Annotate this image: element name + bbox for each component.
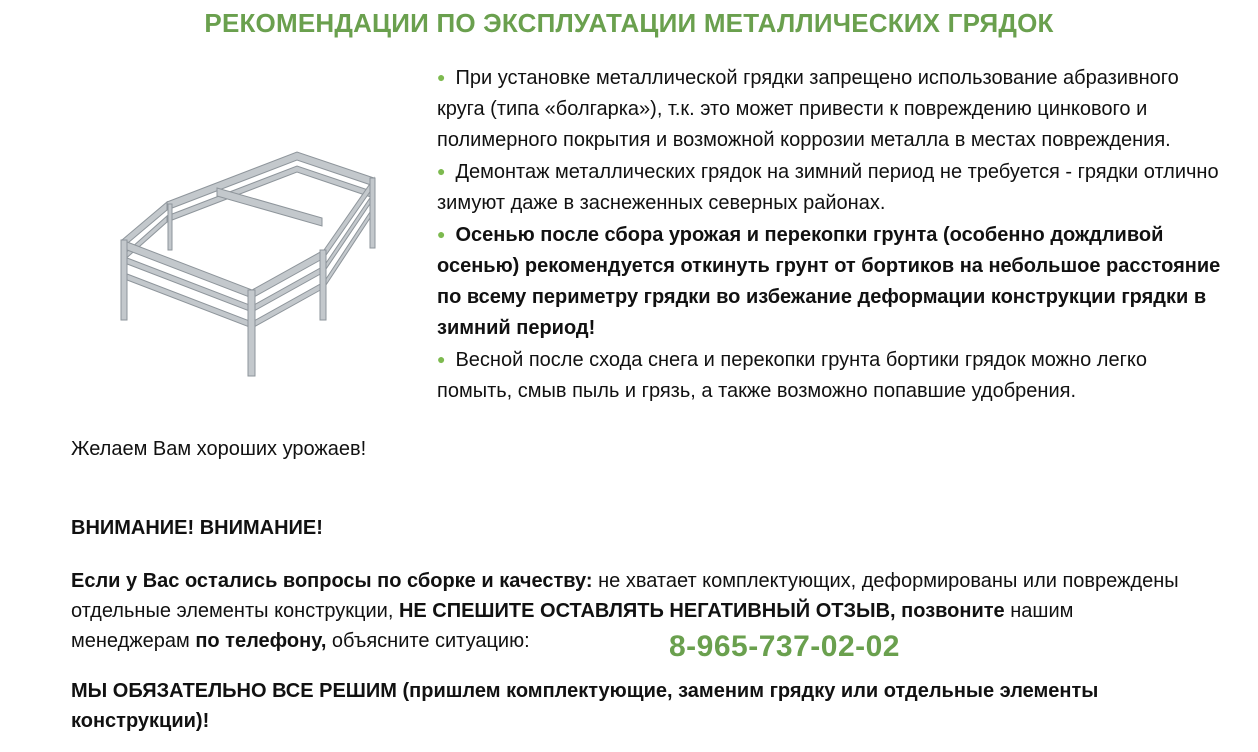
garden-bed-image [112,140,380,380]
resolve-statement: МЫ ОБЯЗАТЕЛЬНО ВСЕ РЕШИМ (пришлем комплектующие, заменим грядку или отдельные элементы конструкции)! [71,680,1099,732]
recommendations-list [437,62,1227,407]
bullet-icon: ● [437,351,446,367]
list-item: ● При установке металлической грядки запрещено использование абразивного круга (типа «болгарка»), т.к. это может привести к повреждению цинкового и полимерного покрытия и возможной коррозии металла в местах повреждения. [437,67,1179,151]
attention-heading: ВНИМАНИЕ! ВНИМАНИЕ! [71,517,323,539]
bullet-icon: ● [437,226,446,242]
list-item: ● Осенью после сбора урожая и перекопки грунта (особенно дождливой осенью) рекомендуется откинуть грунт от бортиков на небольшое расстояние по всему периметру грядки во избежание деформации конструкции грядки в зимний период! [437,224,1221,339]
list-item: ● Весной после схода снега и перекопки грунта бортики грядок можно легко помыть, смыв пыль и грязь, а также возможно попавшие удобрения. [437,349,1147,402]
list-item: ● Демонтаж металлических грядок на зимний период не требуется - грядки отлично зимуют даже в заснеженных северных районах. [437,161,1219,214]
bullet-icon: ● [437,69,446,85]
phone-number[interactable]: 8-965-737-02-02 [669,630,900,663]
wish-text: Желаем Вам хороших урожаев! [71,438,367,460]
questions-paragraph: Если у Вас остались вопросы по сборке и качеству: не хватает комплектующих, деформированы или повреждены отдельные элементы конструкции, НЕ СПЕШИТЕ ОСТАВЛЯТЬ НЕГАТИВНЫЙ ОТЗЫВ, позвоните нашим менеджерам по телефону, объясните ситуацию: [71,570,1179,652]
bullet-icon: ● [437,163,446,179]
page-title: РЕКОМЕНДАЦИИ ПО ЭКСПЛУАТАЦИИ МЕТАЛЛИЧЕСКИХ ГРЯДОК [204,8,1054,38]
